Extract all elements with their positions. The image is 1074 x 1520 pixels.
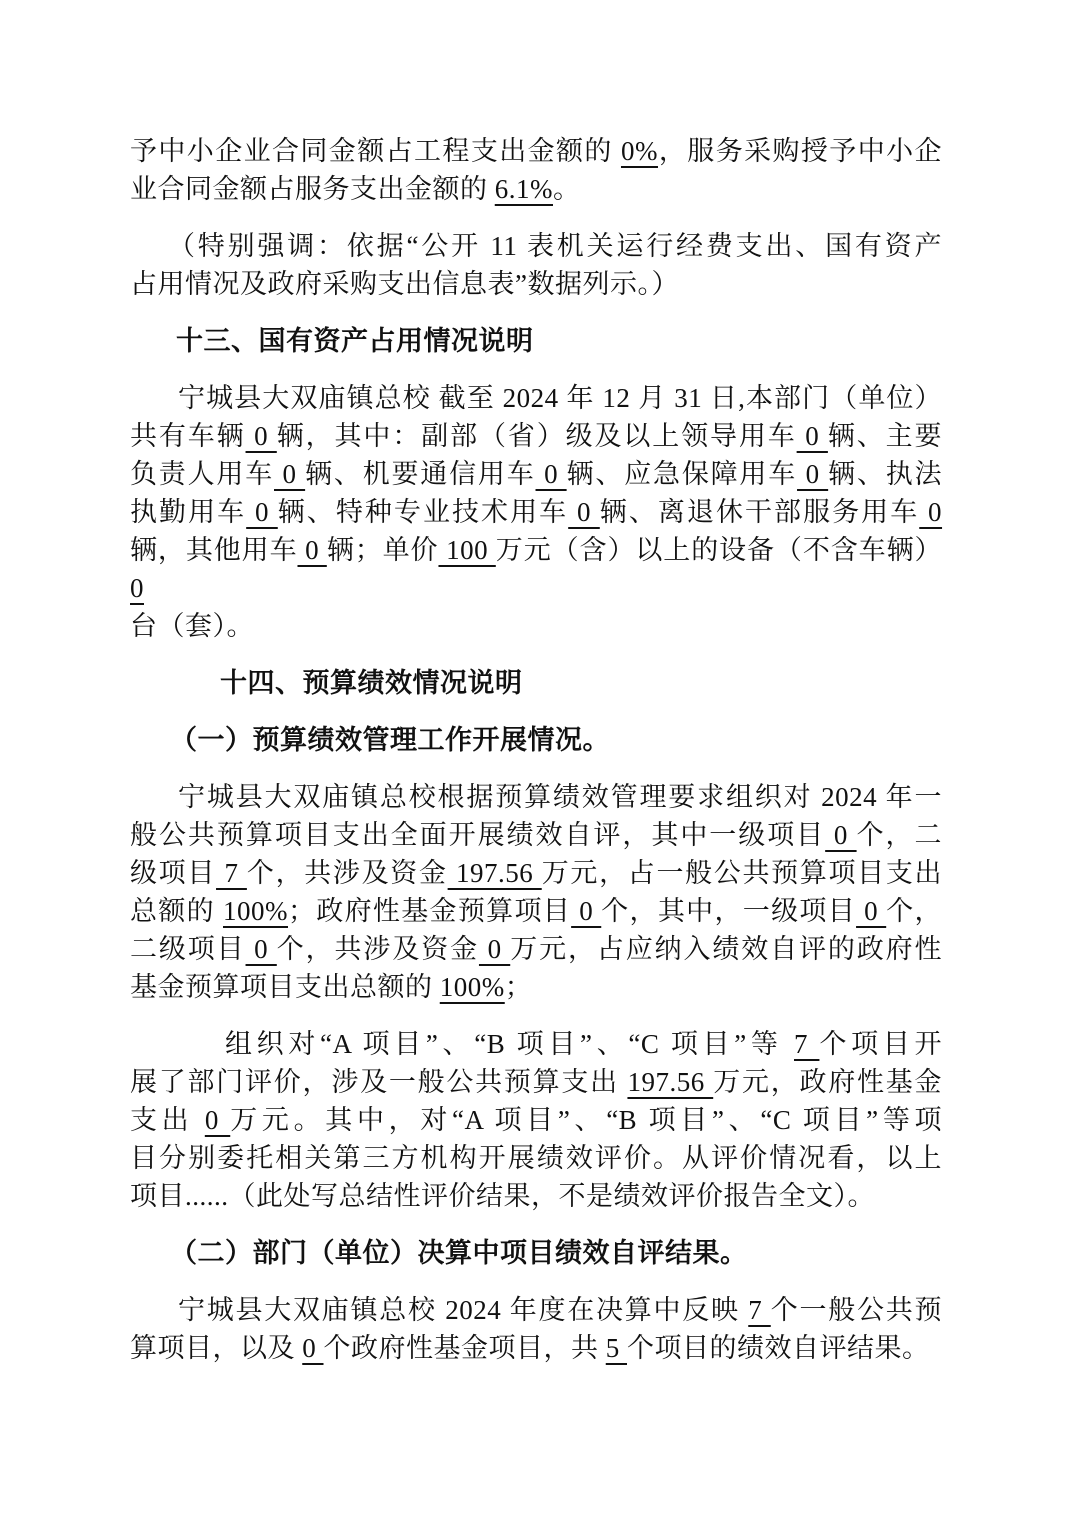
text-run: （二）部门（单位）决算中项目绩效自评结果。: [170, 1238, 748, 1268]
underlined-value: 100%: [439, 972, 505, 1002]
text-run: 辆；单价: [326, 535, 439, 565]
text-run: 负责人用车: [130, 459, 274, 489]
underlined-value: 0: [297, 535, 327, 565]
text-line: [130, 1177, 942, 1215]
text-line: [130, 968, 942, 1006]
text-line: [130, 227, 942, 265]
para-department-evaluation: [130, 1025, 942, 1215]
text-line: [130, 1101, 942, 1139]
para-final-accounts-projects: [130, 1291, 942, 1367]
text-run: 个政府性基金项目，共: [323, 1333, 606, 1363]
text-run: 辆、离退休干部服务用车: [599, 497, 920, 527]
heading-14-1-performance-management: [130, 721, 942, 759]
text-run: 占用情况及政府采购支出信息表”数据列示。）: [130, 269, 679, 299]
text-run: （一）预算绩效管理工作开展情况。: [170, 725, 610, 755]
underlined-value: 0: [919, 497, 943, 527]
text-run: 个，共涉及资金: [276, 934, 479, 964]
text-run: 个项目的绩效自评结果。: [627, 1333, 930, 1363]
text-run: 般公共预算项目支出全面开展绩效自评，其中一级项目: [130, 820, 826, 850]
text-run: 万元，政府性基金: [713, 1067, 943, 1097]
text-line: [130, 379, 942, 417]
text-run: 予中小企业合同金额占工程支出金额的: [130, 136, 621, 166]
text-line: [130, 892, 942, 930]
text-run: 个，共涉及资金: [246, 858, 448, 888]
text-run: 算项目，以及: [130, 1333, 303, 1363]
underlined-value: 0: [856, 896, 887, 926]
underlined-value: 0: [568, 497, 600, 527]
text-run: 十三、国有资产占用情况说明: [176, 326, 534, 356]
text-run: 级项目: [130, 858, 217, 888]
text-run: 基金预算项目支出总额的: [130, 972, 440, 1002]
text-run: 宁城县大双庙镇总校 2024 年度在决算中反映: [178, 1295, 749, 1325]
text-run: 万元，占一般公共预算项目支出: [541, 858, 943, 888]
text-line: [130, 1291, 942, 1329]
underlined-value: 0: [825, 820, 857, 850]
text-run: 辆、主要: [827, 421, 943, 451]
underlined-value: 0: [571, 896, 602, 926]
text-run: 个，二: [856, 820, 943, 850]
underlined-value: 0: [245, 421, 277, 451]
text-run: 组织对“A 项目”、“B 项目”、“C 项目”等: [225, 1029, 794, 1059]
para-special-note: [130, 227, 942, 303]
underlined-value: 100%: [223, 896, 288, 926]
underlined-value: 0%: [620, 136, 658, 166]
text-run: 万元，占应纳入绩效自评的政府性: [510, 934, 943, 964]
text-line: [130, 854, 942, 892]
underlined-value: 5: [605, 1333, 627, 1363]
text-run: 个，其中，一级项目: [601, 896, 857, 926]
heading-14-2-self-evaluation-results: [130, 1234, 942, 1272]
text-run: 宁城县大双庙镇总校 截至 2024 年 12 月 31 日,本部门（单位）: [178, 383, 942, 413]
text-line: [130, 417, 942, 455]
text-run: （特别强调：依据“公开 11 表机关运行经费支出、国有资产: [168, 231, 942, 261]
underlined-value: 7: [794, 1029, 820, 1059]
underlined-value: 197.56: [447, 858, 542, 888]
underlined-value: 0: [274, 459, 306, 489]
text-line: [130, 1139, 942, 1177]
text-line: [130, 1025, 942, 1063]
underlined-value: 0: [302, 1333, 324, 1363]
underlined-value: 7: [216, 858, 247, 888]
underlined-value: 0: [130, 573, 144, 603]
para-self-evaluation: [130, 778, 942, 1006]
para-procurement-continuation: [130, 132, 942, 208]
text-run: 。: [553, 174, 581, 204]
text-run: 共有车辆: [130, 421, 246, 451]
text-run: ，服务采购授予中小企: [657, 136, 943, 166]
text-line: [130, 778, 942, 816]
underlined-value: 0: [204, 1105, 231, 1135]
underlined-value: 7: [748, 1295, 771, 1325]
text-run: 辆、执法: [828, 459, 943, 489]
text-run: ；: [504, 972, 533, 1002]
text-run: 万元。其中，对“A 项目”、“B 项目”、“C 项目”等项: [230, 1105, 943, 1135]
heading-14-budget-performance: [130, 664, 942, 702]
text-line: [130, 1063, 942, 1101]
text-run: 支出: [130, 1105, 205, 1135]
text-run: 执勤用车: [130, 497, 247, 527]
text-run: 宁城县大双庙镇总校根据预算绩效管理要求组织对 2024 年一: [178, 782, 942, 812]
text-line: [130, 1234, 942, 1272]
text-line: [130, 531, 942, 607]
underlined-value: 6.1%: [494, 174, 553, 204]
text-run: 个，: [886, 896, 942, 926]
text-line: [130, 170, 942, 208]
text-run: ；政府性基金预算项目: [288, 896, 572, 926]
underlined-value: 0: [535, 459, 567, 489]
underlined-value: 0: [797, 459, 829, 489]
underlined-value: 100: [438, 535, 496, 565]
para-vehicles: [130, 379, 942, 645]
underlined-value: 0: [796, 421, 828, 451]
text-run: 十四、预算绩效情况说明: [220, 668, 523, 698]
text-line: [130, 816, 942, 854]
underlined-value: 197.56: [627, 1067, 714, 1097]
text-run: 辆、特种专业技术用车: [277, 497, 569, 527]
text-run: 万元（含）以上的设备（不含车辆）: [495, 535, 943, 565]
text-run: 辆，其中：副部（省）级及以上领导用车: [276, 421, 797, 451]
text-run: 目分别委托相关第三方机构开展绩效评价。从评价情况看，以上: [130, 1143, 942, 1173]
text-run: 辆，其他用车: [130, 535, 298, 565]
text-run: 辆、机要通信用车: [305, 459, 536, 489]
heading-13-state-assets: [130, 322, 942, 360]
text-line: [130, 721, 942, 759]
text-line: [130, 493, 942, 531]
text-run: 辆、应急保障用车: [566, 459, 798, 489]
text-run: 业合同金额占服务支出金额的: [130, 174, 495, 204]
underlined-value: 0: [478, 934, 511, 964]
text-line: [130, 132, 942, 170]
text-line: [130, 930, 942, 968]
document-body: [130, 132, 942, 1367]
text-line: [130, 1329, 942, 1367]
text-run: 个项目开: [819, 1029, 942, 1059]
text-line: [130, 455, 942, 493]
text-run: 台（套）。: [130, 611, 254, 641]
underlined-value: 0: [245, 934, 277, 964]
text-line: [130, 607, 942, 645]
underlined-value: 0: [246, 497, 278, 527]
text-line: [130, 664, 942, 702]
text-line: [130, 265, 942, 303]
text-run: 展了部门评价，涉及一般公共预算支出: [130, 1067, 628, 1097]
text-run: 个一般公共预: [770, 1295, 942, 1325]
text-run: 二级项目: [130, 934, 246, 964]
text-run: 项目......（此处写总结性评价结果，不是绩效评价报告全文）。: [130, 1181, 875, 1211]
text-run: 总额的: [130, 896, 223, 926]
text-line: [130, 322, 942, 360]
